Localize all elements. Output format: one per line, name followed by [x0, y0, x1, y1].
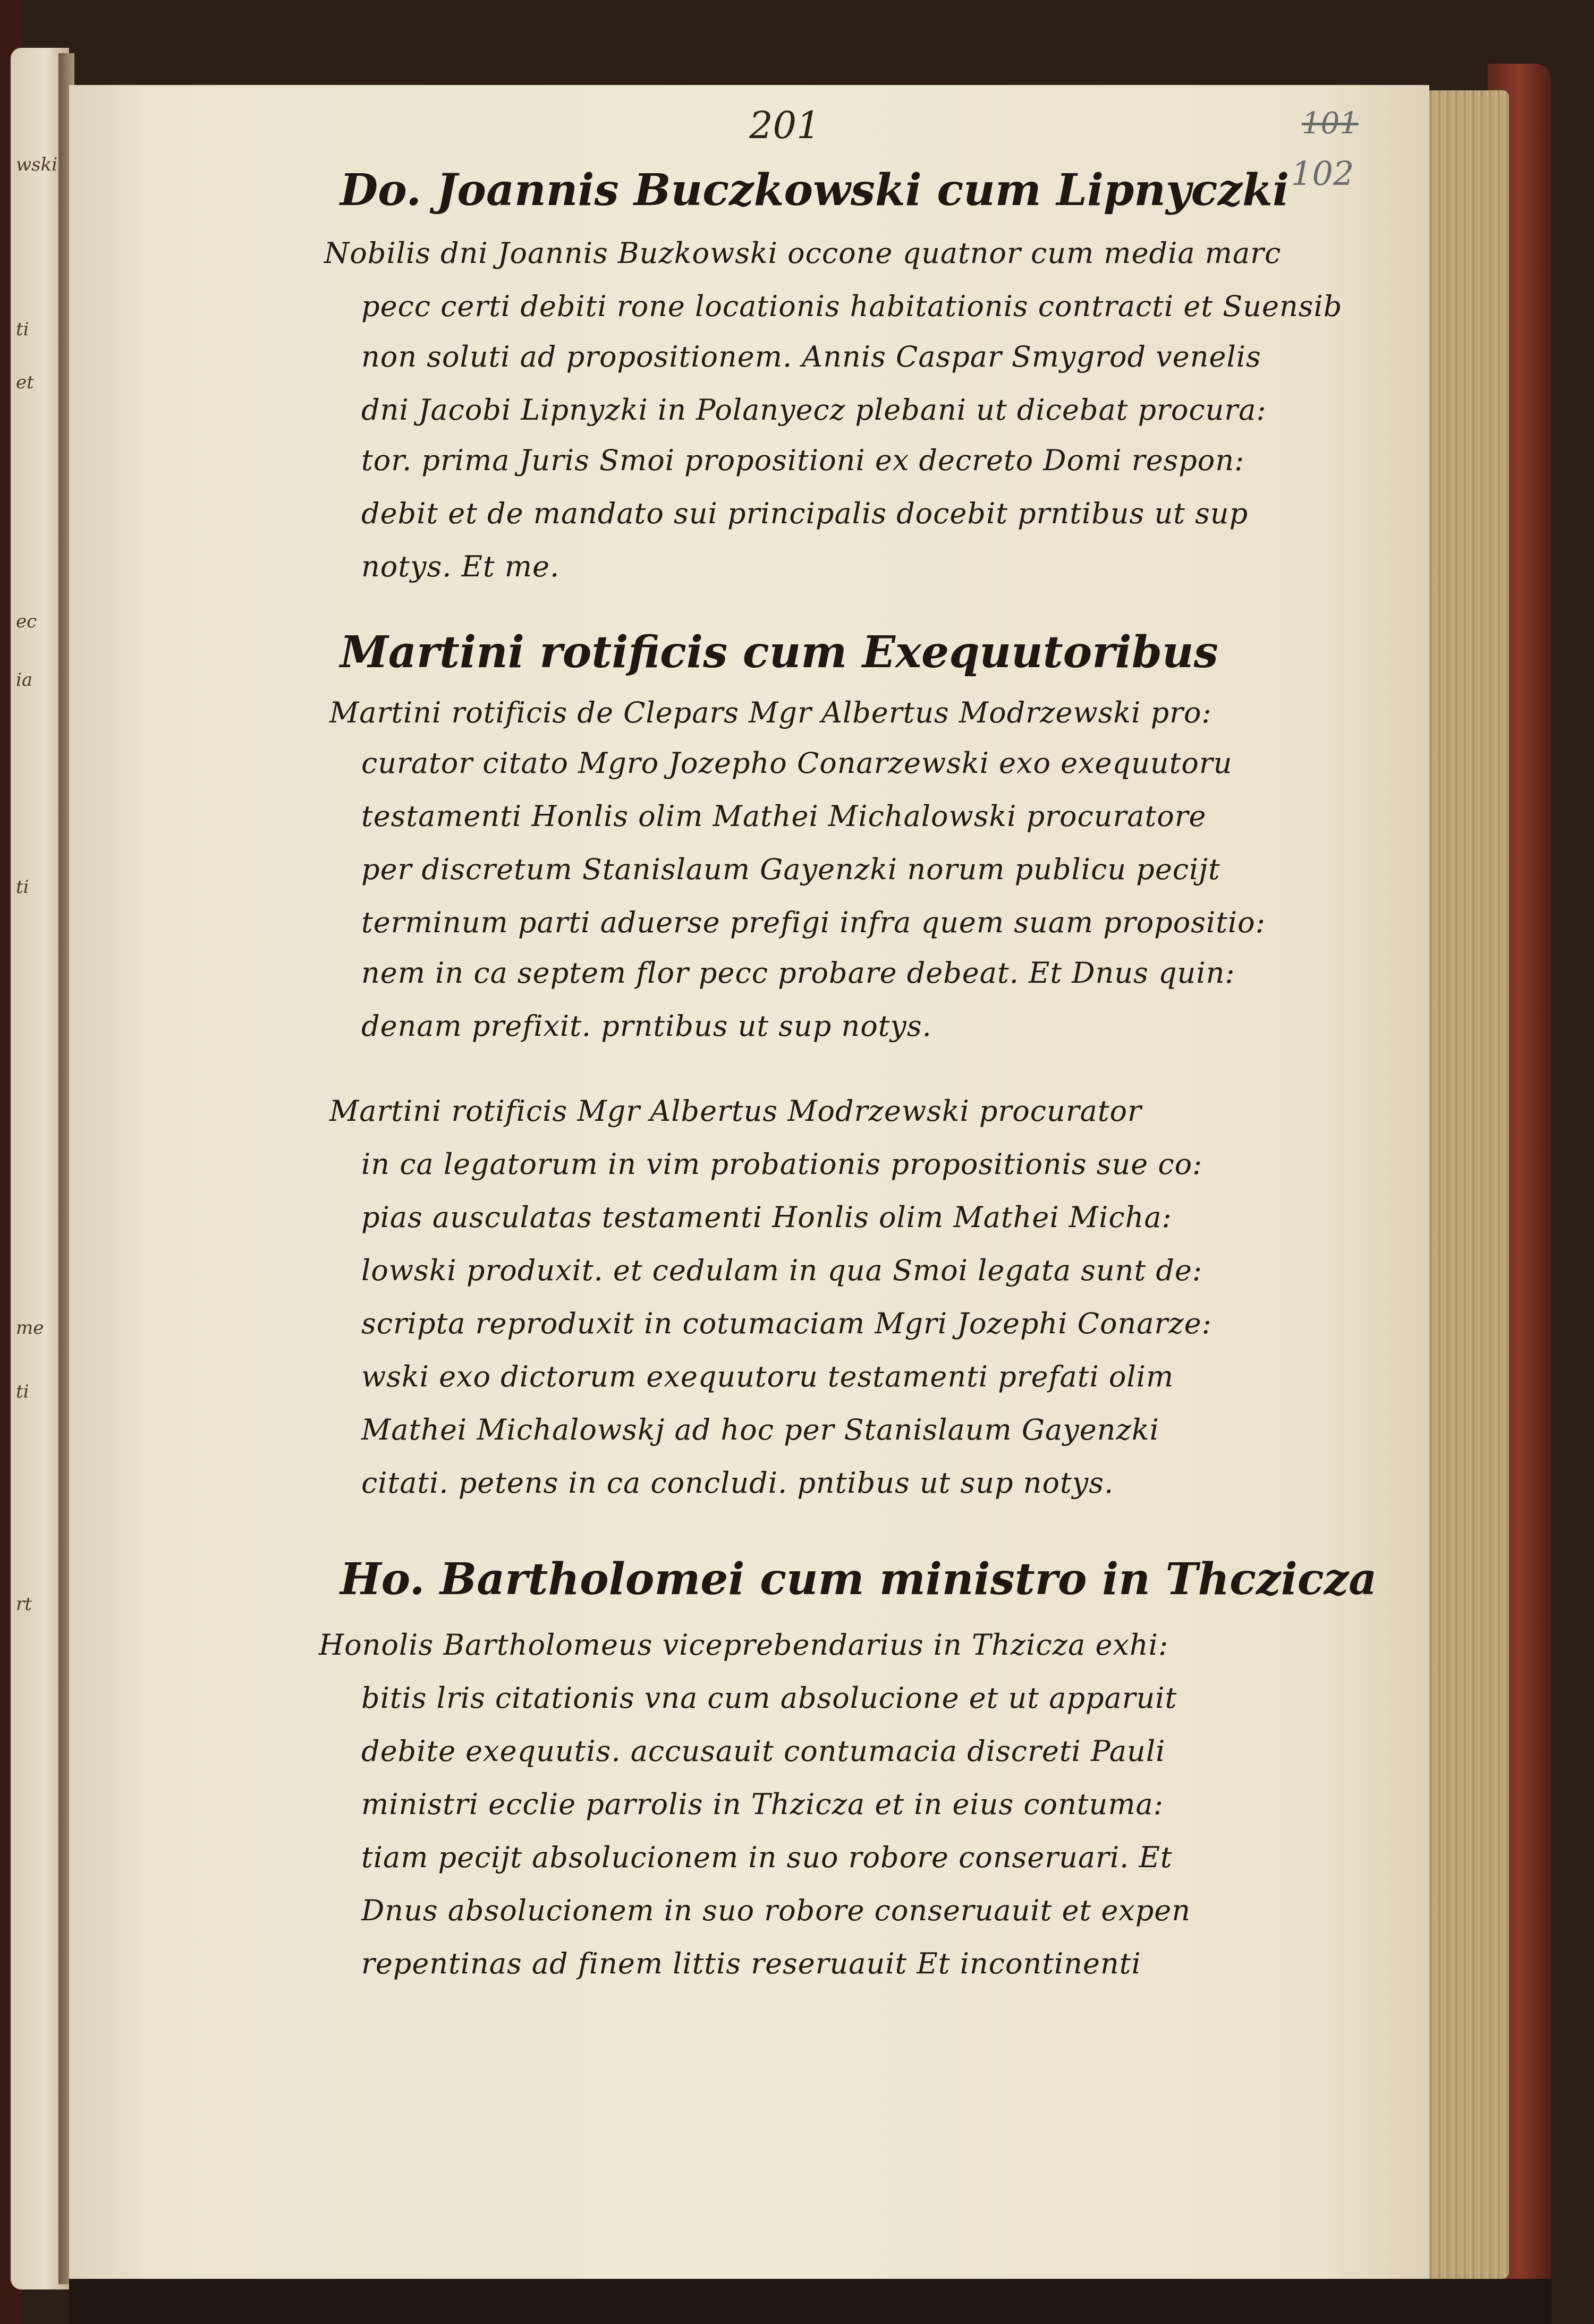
text-line: non soluti ad propositionem. Annis Caspar Smygrod venelis [361, 340, 1261, 373]
text-line: Nobilis dni Joannis Buzkowski occone quatnor cum media marc [324, 236, 1282, 270]
left-fragment: ti [16, 1381, 29, 1402]
text-line: citati. petens in ca concludi. pntibus ut sup notys. [361, 1466, 1114, 1500]
text-line: per discretum Stanislaum Gayenzki norum publicu pecijt [361, 853, 1220, 886]
text-line: curator citato Mgro Jozepho Conarzewski exo exequutoru [361, 746, 1233, 780]
text-line: pecc certi debiti rone locationis habitationis contracti et Suensib [361, 290, 1343, 323]
text-line: tor. prima Juris Smoi propositioni ex decreto Domi respon: [361, 444, 1245, 477]
text-line: debite exequutis. accusauit contumacia discreti Pauli [361, 1734, 1166, 1768]
text-line: terminum parti aduerse prefigi infra quem suam propositio: [361, 906, 1266, 939]
text-line: notys. Et me. [361, 550, 560, 583]
text-line: wski exo dictorum exequutoru testamenti prefati olim [361, 1360, 1174, 1393]
left-fragment: me [16, 1317, 44, 1339]
bottom-shadow [69, 2279, 1551, 2324]
folio-number: 201 [749, 104, 820, 147]
text-line: scripta reproduxit in cotumaciam Mgri Jozephi Conarze: [361, 1307, 1212, 1340]
text-line: lowski produxit. et cedulam in qua Smoi legata sunt de: [361, 1254, 1203, 1287]
text-line: bitis lris citationis vna cum absolucione et ut apparuit [361, 1681, 1177, 1715]
entry-heading: Do. Joannis Buczkowski cum Lipnyczki [340, 165, 1290, 216]
text-line: debit et de mandato sui principalis docebit prntibus ut sup [361, 497, 1249, 530]
left-fragment: ec [16, 611, 37, 632]
left-fragment: ti [16, 319, 29, 340]
entry-heading: Martini rotificis cum Exequutoribus [340, 627, 1218, 678]
text-line: pias ausculatas testamenti Honlis olim Mathei Micha: [361, 1201, 1172, 1234]
folio-new-number: 102 [1291, 154, 1354, 193]
text-line: Martini rotificis Mgr Albertus Modrzewski procurator [329, 1094, 1142, 1128]
text-line: Martini rotificis de Clepars Mgr Albertus Modrzewski pro: [329, 696, 1212, 729]
text-line: nem in ca septem flor pecc probare debeat. Et Dnus quin: [361, 956, 1235, 990]
left-fragment: ti [16, 876, 29, 898]
entry-heading: Ho. Bartholomei cum ministro in Thczicza [340, 1554, 1377, 1605]
text-line: tiam pecijt absolucionem in suo robore conseruari. Et [361, 1841, 1173, 1874]
text-line: ministri ecclie parrolis in Thzicza et in eius contuma: [361, 1787, 1164, 1821]
text-line: dni Jacobi Lipnyzki in Polanyecz plebani ut dicebat procura: [361, 393, 1267, 427]
text-line: Dnus absolucionem in suo robore conseruauit et expen [361, 1894, 1191, 1927]
text-line: Honolis Bartholomeus viceprebendarius in Thzicza exhi: [319, 1628, 1169, 1662]
text-line: in ca legatorum in vim probationis propositionis sue co: [361, 1147, 1203, 1181]
folio-old-number: 101 [1302, 106, 1359, 141]
text-line: testamenti Honlis olim Mathei Michalowski procuratore [361, 799, 1207, 833]
text-line: repentinas ad finem littis reseruauit Et incontinenti [361, 1947, 1141, 1980]
left-fragment: ia [16, 669, 33, 691]
text-line: denam prefixit. prntibus ut sup notys. [361, 1009, 932, 1043]
text-line: Mathei Michalowskj ad hoc per Stanislaum Gayenzki [361, 1413, 1159, 1446]
left-fragment: wski [16, 154, 58, 175]
left-fragment: rt [16, 1594, 32, 1615]
left-fragment: et [16, 372, 34, 393]
